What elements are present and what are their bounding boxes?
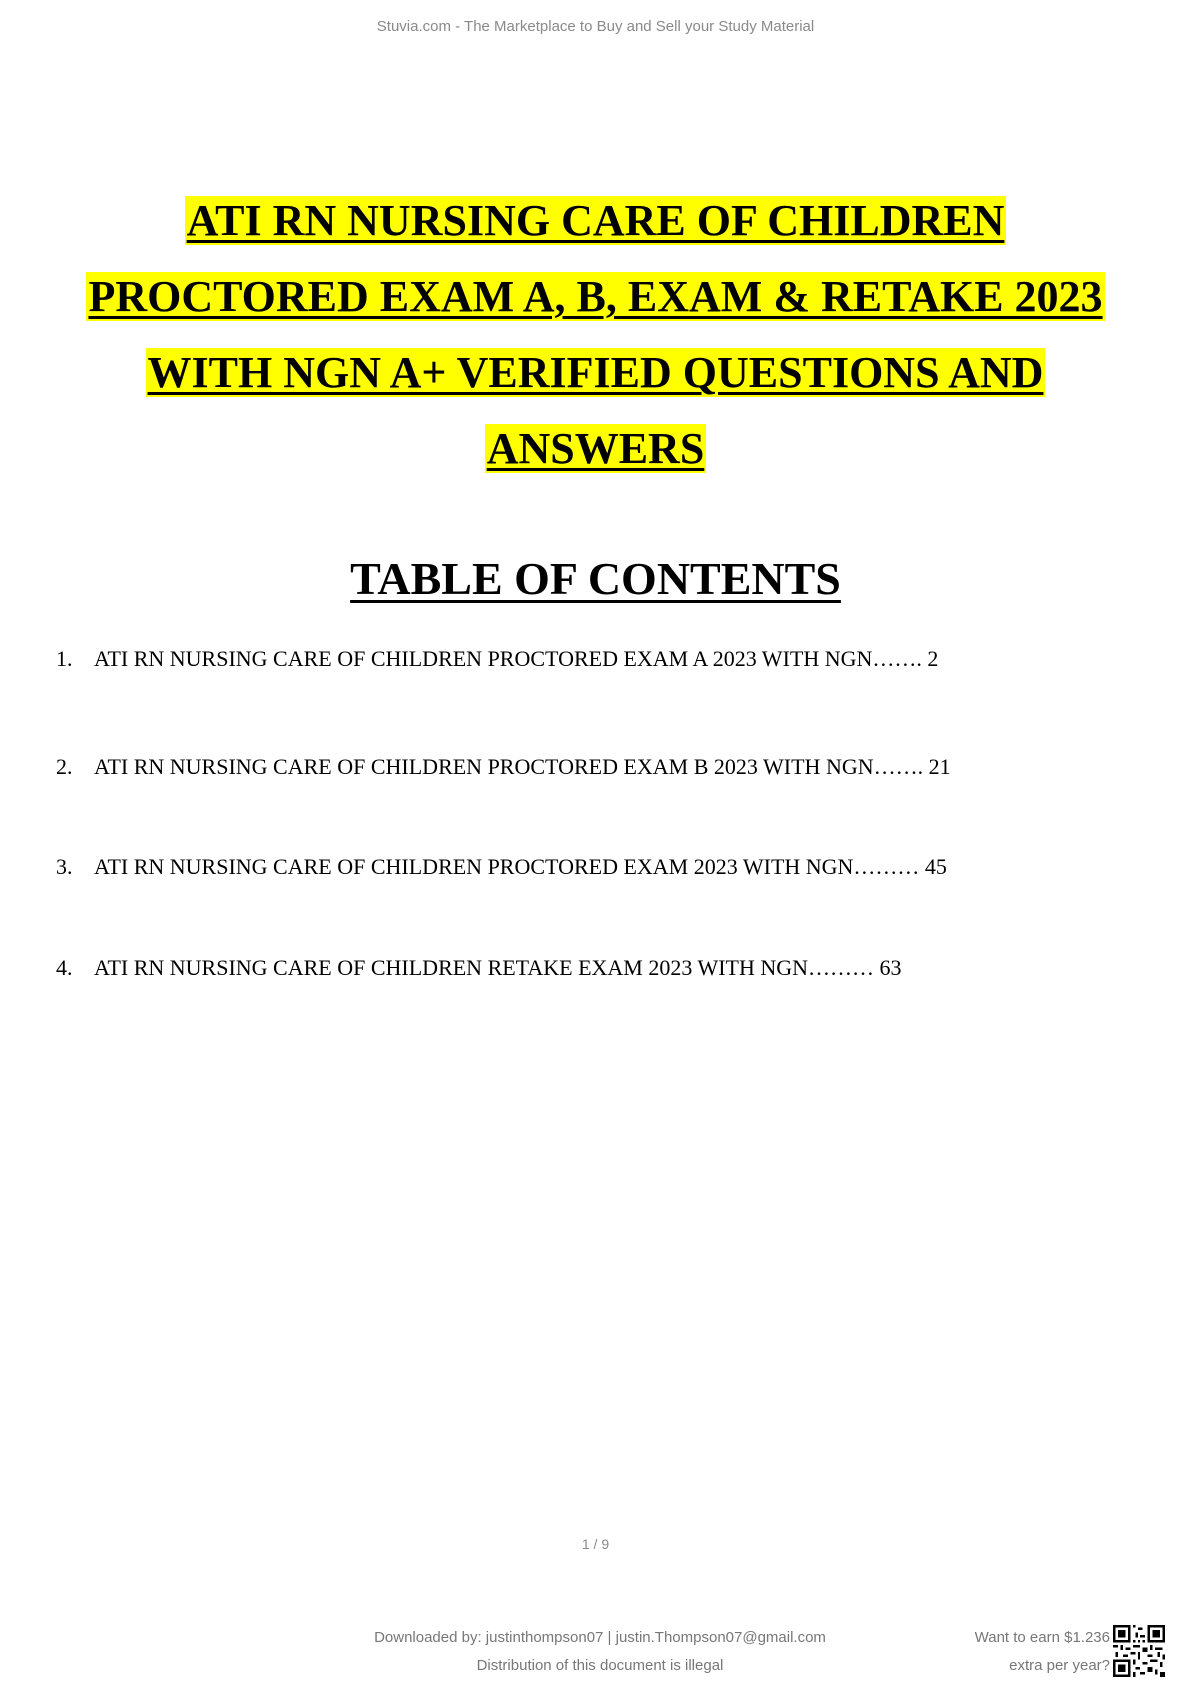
toc-item-number: 3. (56, 854, 73, 879)
toc-item-text: ATI RN NURSING CARE OF CHILDREN PROCTORED EXAM 2023 WITH NGN……… 45 (94, 854, 947, 879)
earn-promo[interactable] (935, 1624, 1110, 1680)
toc-item-1[interactable] (56, 646, 938, 672)
qr-code-icon[interactable] (1113, 1625, 1165, 1677)
toc-item-number: 2. (56, 754, 73, 779)
document-title-line-2 (0, 271, 1191, 323)
document-title-line-1 (0, 195, 1191, 247)
document-title-line-3 (0, 347, 1191, 399)
toc-heading (0, 552, 1191, 606)
title-text-3: WITH NGN A+ VERIFIED QUESTIONS AND (147, 348, 1044, 397)
footer-download-info (310, 1624, 890, 1680)
title-text-4: ANSWERS (486, 424, 705, 473)
downloaded-by-text: Downloaded by: justinthompson07 | justin.Thompson07@gmail.com (374, 1629, 826, 1646)
toc-item-4[interactable] (56, 955, 902, 981)
stuvia-banner: Stuvia.com - The Marketplace to Buy and Sell your Study Material (376, 18, 815, 35)
page-indicator: 1 / 9 (581, 1536, 610, 1552)
toc-heading-text: TABLE OF CONTENTS (350, 553, 841, 604)
title-text-1: ATI RN NURSING CARE OF CHILDREN (186, 196, 1005, 245)
toc-item-text: ATI RN NURSING CARE OF CHILDREN RETAKE EXAM 2023 WITH NGN……… 63 (94, 955, 902, 980)
toc-item-2[interactable] (56, 754, 951, 780)
toc-item-text: ATI RN NURSING CARE OF CHILDREN PROCTORED EXAM A 2023 WITH NGN……. 2 (94, 646, 939, 671)
toc-item-number: 4. (56, 955, 73, 980)
title-text-2: PROCTORED EXAM A, B, EXAM & RETAKE 2023 (88, 272, 1103, 321)
document-title-line-4 (0, 423, 1191, 475)
toc-item-3[interactable] (56, 854, 947, 880)
toc-item-text: ATI RN NURSING CARE OF CHILDREN PROCTORED EXAM B 2023 WITH NGN……. 21 (94, 754, 951, 779)
toc-item-number: 1. (56, 646, 73, 671)
earn-promo-line-1: Want to earn $1.236 (974, 1629, 1110, 1646)
distribution-notice: Distribution of this document is illegal (476, 1657, 724, 1674)
earn-promo-line-2: extra per year? (1009, 1657, 1110, 1674)
